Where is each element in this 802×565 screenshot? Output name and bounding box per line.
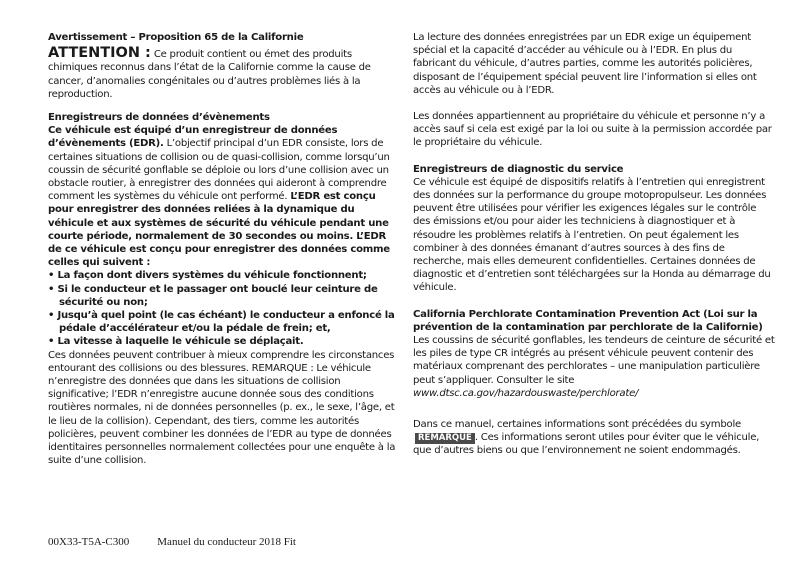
diagnostic-paragraph: Ce véhicule est équipé de dispositifs relatifs à l’entretien qui enregistrent des données sur la performance du groupe motopropulseur. Les données peuvent être utilisées pour vérifier les exigences légales sur le contrôle des émissions et/ou pour aider les techniciens à diagnostiquer et à résoudre les problèmes relatifs à l’entretien. On peut également les combiner à des données émanant d’autres sources à des fins de recherche, mais elles demeurent confidentielles. Certaines données de diagnostic et d’entretien sont téléchargées sur la Honda au démarrage du véhicule. [413, 176, 771, 294]
perchlorate-text: Les coussins de sécurité gonflables, les tendeurs de ceinture de sécurité et les piles de type CR intégrés au présent véhicule peuvent contenir des matériaux comprenant des perchlorates – une manipulation particulière peut s’appliquer. Consulter le site [413, 335, 775, 386]
page-footer [48, 536, 296, 548]
edr-heading: Enregistreurs de données d’évènements [48, 112, 270, 124]
edr-bold-intro: Ce véhicule est équipé d’un enregistreur de données d’évènements (EDR). [48, 125, 338, 150]
diagnostic-heading: Enregistreurs de diagnostic du service [413, 163, 624, 175]
notice-paragraph [413, 418, 775, 458]
bullet-item: • Jusqu’à quel point (le cas échéant) le conducteur a enfoncé la pédale d’accélérateur et/ou la pédale de frein; et, [48, 310, 395, 335]
manual-title: Manuel du conducteur 2018 Fit [157, 536, 296, 548]
perchlorate-url: www.dtsc.ca.gov/hazardouswaste/perchlorate/ [413, 387, 639, 399]
edr-text-2: Ces données peuvent contribuer à mieux comprendre les circonstances entourant des collisions ou des blessures. REMARQUE : Le véhicule n’enregistre des données que dans les situations de collision significative; l’EDR n’enregistre aucune donnée sous des conditions routières normales, ni de données personnelles (p. ex., le sexe, l’âge, et le lieu de la collision). Cependant, des tiers, comme les autorités policières, peuvent combiner les données de l’EDR au type de données identitaires personnelles normalement collectées pour une enquête à la suite d’une collision. [48, 349, 396, 467]
edr-paragraph [48, 124, 400, 269]
bullet-item: • La façon dont divers systèmes du véhicule fonctionnent; [48, 270, 367, 282]
document-code: 00X33-T5A-C300 [48, 536, 130, 548]
edr-reading-paragraph: La lecture des données enregistrées par un EDR exige un équipement spécial et la capacité d’accéder au véhicule ou à l’EDR. En plus du fabricant du véhicule, d’autres parties, comme les autorités policières, disposant de l’équipement spécial peuvent lire l’information si elles ont accès au véhicule ou à l’EDR. [413, 32, 757, 96]
perchlorate-paragraph [413, 334, 775, 400]
perchlorate-heading: California Perchlorate Contamination Prevention Act (Loi sur la prévention de la contamination par perchlorate de la Californie) [413, 308, 763, 333]
notice-text-1: Dans ce manuel, certaines informations sont précédées du symbole [413, 419, 741, 431]
remarque-badge: REMARQUE [415, 433, 475, 444]
edr-text-1: L’objectif principal d’un EDR consiste, lors de certaines situations de collision ou de quasi-collision, comme lorsqu’un coussin de sécurité gonflable se déploie ou lors d’une collision avec un obstacle routier, à enregistrer des données qui aideront à comprendre comment les systèmes du véhicule ont performé. [48, 138, 390, 203]
bullet-item: • La vitesse à laquelle le véhicule se déplaçait. [48, 336, 304, 348]
prop65-heading: Avertissement – Proposition 65 de la Californie [48, 32, 304, 43]
attention-paragraph [48, 47, 400, 101]
attention-text: Ce produit contient ou émet des produits chimiques reconnus dans l’état de la Californie comme la cause de cancer, d’anomalies congénitales ou d’autres problèmes liés à la reproduction. [48, 49, 371, 100]
left-column [48, 31, 400, 468]
attention-label: ATTENTION : [48, 45, 151, 62]
bullet-item: • Si le conducteur et le passager ont bouclé leur ceinture de sécurité ou non; [48, 283, 378, 308]
right-column [413, 31, 775, 458]
notice-text-2: . Ces informations seront utiles pour éviter que le véhicule, que d’autres biens ou que l’environnement ne soient endommagés. [413, 432, 760, 457]
edr-bold-2: L’EDR est conçu pour enregistrer des données reliées à la dynamique du véhicule et aux systèmes de sécurité du véhicule pendant une courte période, normalement de 30 secondes ou moins. L’EDR de ce véhicule est conçu pour enregistrer des données comme celles qui suivent : [48, 191, 390, 269]
data-ownership-paragraph: Les données appartiennent au propriétaire du véhicule et personne n’y a accès sauf si cela est exigé par la loi ou suite à la permission accordée par le propriétaire du véhicule. [413, 111, 772, 149]
